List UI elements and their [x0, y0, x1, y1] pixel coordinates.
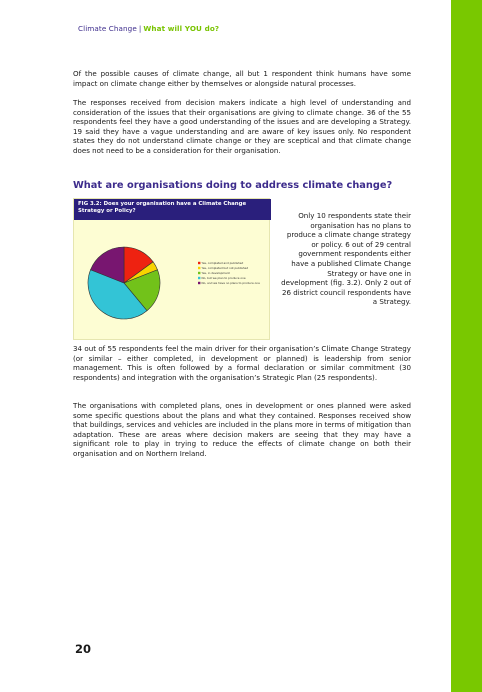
- legend-swatch: [198, 262, 200, 264]
- legend-entry: No, but we plan to produce one: [201, 276, 246, 280]
- header-separator: |: [138, 24, 142, 33]
- legend-swatch: [198, 277, 200, 279]
- legend-swatch: [198, 267, 200, 269]
- paragraph-plans: Only 10 respondents state their organisation has no plans to produce a climate change strategy or policy. 6 out of 29 central government respondents either have a published Climate Change Strategy or have one in development (fig. 3.2). Only 2 out of 26 district council respondents have a Strategy.: [281, 211, 411, 307]
- legend-entry: Yes, in development: [201, 271, 230, 275]
- running-header: [78, 24, 219, 33]
- paragraph-contents: The organisations with completed plans, ones in development or ones planned were asked some specific questions about the plans and what they contained. Responses received show that buildings, services and vehicles are included in the plans more in terms of mitigation than adaptation. These are areas where decision makers are seeing that they may have a significant role to play in trying to reduce the effects of climate change on both their organisation and on Northern Ireland.: [73, 401, 411, 458]
- legend-entry: Yes, completed but not published: [201, 266, 249, 270]
- paragraph-understanding: The responses received from decision makers indicate a high level of understanding and consideration of the issues that their organisations are giving to climate change. 36 of the 55 respondents feel they have a good understanding of the issues and are developing a Strategy. 19 said they have a vague understanding and are aware of key issues only. No respondent states they do not understand climate change or they are sceptical and that climate change does not need to be a consideration for their organisation.: [73, 98, 411, 155]
- header-title: What will YOU do?: [143, 24, 220, 33]
- header-section: Climate Change: [78, 24, 137, 33]
- figure-title: FIG 3.2: Does your organisation have a Climate Change Strategy or Policy?: [74, 199, 271, 220]
- legend-entry: No, and we have no plans to produce one: [201, 281, 260, 285]
- paragraph-causes: Of the possible causes of climate change, all but 1 respondent think humans have some impact on climate change either by themselves or alongside natural processes.: [73, 69, 411, 88]
- legend-swatch: [198, 282, 200, 284]
- section-heading: What are organisations doing to address climate change?: [73, 180, 393, 191]
- pie-chart: [74, 220, 271, 340]
- legend-swatch: [198, 272, 200, 274]
- paragraph-drivers: 34 out of 55 respondents feel the main driver for their organisation’s Climate Change Strategy (or similar – either completed, in development or planned) is leadership from senior management. This is often followed by a formal declaration or similar commitment (30 respondents) and integration with the organisation’s Strategic Plan (25 respondents).: [73, 344, 411, 382]
- legend-entry: Yes, completed and published: [201, 261, 244, 265]
- page-number: 20: [75, 642, 92, 656]
- figure-3-2: [73, 198, 270, 340]
- green-sidebar-strip: [451, 0, 482, 692]
